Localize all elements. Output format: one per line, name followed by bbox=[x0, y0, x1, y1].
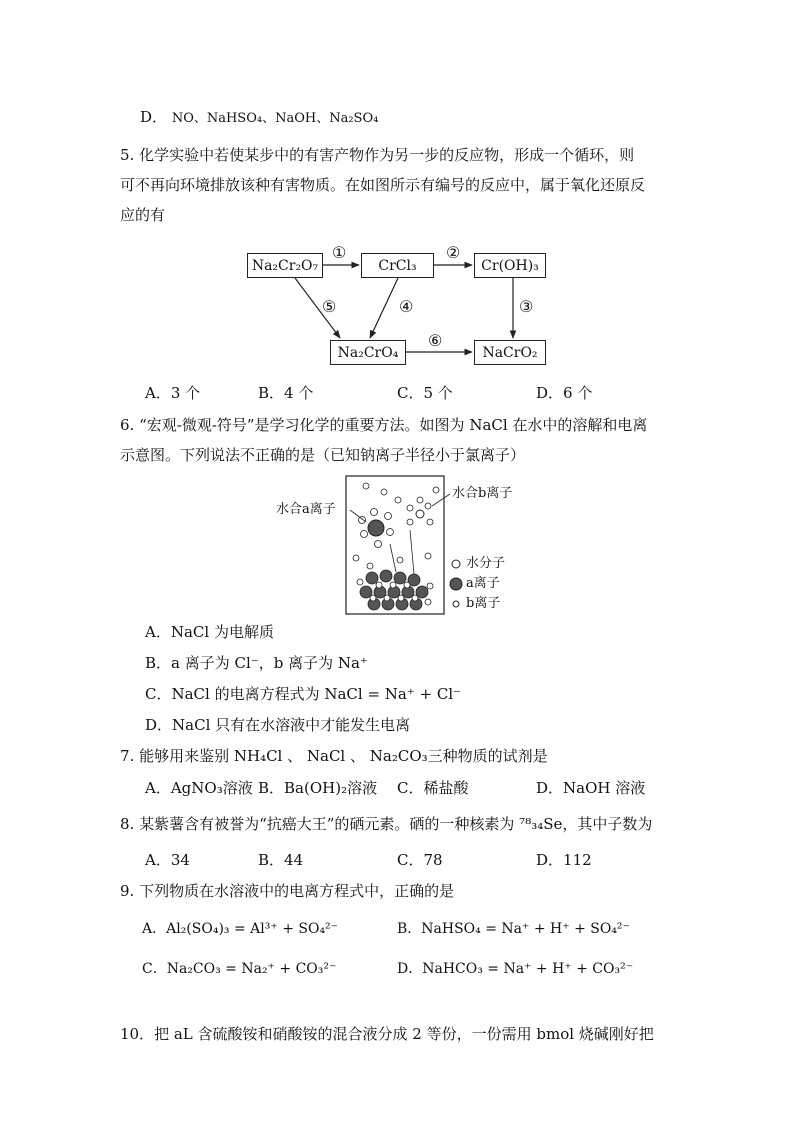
q10-stem: 10．把 aL 含硫酸铵和硝酸铵的混合液分成 2 等份，一份需用 bmol 烧碱刚好把 bbox=[120, 1025, 654, 1043]
q6-stem-line2: 示意图。下列说法不正确的是（已知钠离子半径小于氯离子） bbox=[120, 446, 526, 464]
box-na2cr2o7: Na₂Cr₂O₇ bbox=[247, 253, 323, 278]
label-hydrated-b: 水合b离子 bbox=[452, 486, 513, 501]
q5-option-a: A．3 个 bbox=[145, 384, 201, 402]
label-5: ⑤ bbox=[322, 297, 337, 316]
q6-option-d: D．NaCl 只有在水溶液中才能发生电离 bbox=[145, 716, 411, 734]
q6-option-a: A．NaCl 为电解质 bbox=[145, 623, 274, 641]
label-6: ⑥ bbox=[428, 331, 443, 350]
q5-option-d: D．6 个 bbox=[536, 384, 593, 402]
legend-water: 水分子 bbox=[466, 556, 506, 571]
label-hydrated-a: 水合a离子 bbox=[276, 502, 336, 517]
box-croh3: Cr(OH)₃ bbox=[474, 253, 546, 278]
q5-option-c: C．5 个 bbox=[397, 384, 453, 402]
box-crcl3: CrCl₃ bbox=[361, 253, 434, 278]
q7-stem: 7. 能够用来鉴别 NH₄Cl 、 NaCl 、 Na₂CO₃三种物质的试剂是 bbox=[120, 747, 548, 765]
label-1: ① bbox=[332, 243, 347, 262]
q6-option-c: C．NaCl 的电离方程式为 NaCl = Na⁺ + Cl⁻ bbox=[145, 685, 462, 703]
label-4: ④ bbox=[399, 297, 414, 316]
q8-option-b: B．44 bbox=[258, 851, 304, 869]
q7-option-b: B．Ba(OH)₂溶液 bbox=[258, 779, 378, 797]
box-na2cro4: Na₂CrO₄ bbox=[330, 340, 406, 365]
q8-stem: 8. 某紫薯含有被誉为“抗癌大王”的硒元素。硒的一种核素为 ⁷⁸₃₄Se，其中子数为 bbox=[120, 815, 653, 833]
q6-stem-line1: 6. “宏观-微观-符号”是学习化学的重要方法。如图为 NaCl 在水中的溶解和电离 bbox=[120, 416, 648, 434]
q5-stem-line3: 应的有 bbox=[120, 206, 166, 224]
q9-option-d: D．NaHCO₃ = Na⁺ + H⁺ + CO₃²⁻ bbox=[397, 961, 634, 977]
q7-option-a: A．AgNO₃溶液 bbox=[145, 779, 253, 797]
q8-option-a: A．34 bbox=[145, 851, 190, 869]
arrow-4 bbox=[370, 278, 398, 338]
q9-stem: 9. 下列物质在水溶液中的电离方程式中，正确的是 bbox=[120, 882, 455, 900]
label-2: ② bbox=[446, 243, 461, 262]
box-nacro2: NaCrO₂ bbox=[474, 340, 546, 365]
q9-option-b: B．NaHSO₄ = Na⁺ + H⁺ + SO₄²⁻ bbox=[397, 921, 630, 937]
legend-a-ion: a离子 bbox=[466, 576, 500, 591]
q5-option-b: B．4 个 bbox=[258, 384, 314, 402]
option-text: NO、NaHSO₄、NaOH、Na₂SO₄ bbox=[171, 111, 379, 126]
q9-option-a: A．Al₂(SO₄)₃ = Al³⁺ + SO₄²⁻ bbox=[142, 921, 339, 937]
q8-option-c: C．78 bbox=[397, 851, 443, 869]
q7-option-c: C．稀盐酸 bbox=[397, 779, 469, 797]
option-label: D． bbox=[140, 108, 168, 126]
legend-b-ion: b离子 bbox=[466, 596, 501, 611]
q8-option-d: D．112 bbox=[536, 851, 592, 869]
q6-option-b: B．a 离子为 Cl⁻，b 离子为 Na⁺ bbox=[145, 654, 368, 672]
q7-option-d: D．NaOH 溶液 bbox=[536, 779, 646, 797]
label-3: ③ bbox=[519, 297, 534, 316]
q5-stem-line1: 5. 化学实验中若使某步中的有害产物作为另一步的反应物，形成一个循环，则 bbox=[120, 146, 635, 164]
q5-stem-line2: 可不再向环境排放该种有害物质。在如图所示有编号的反应中，属于氧化还原反 bbox=[120, 176, 646, 194]
q9-option-c: C．Na₂CO₃ = Na₂⁺ + CO₃²⁻ bbox=[142, 961, 337, 977]
